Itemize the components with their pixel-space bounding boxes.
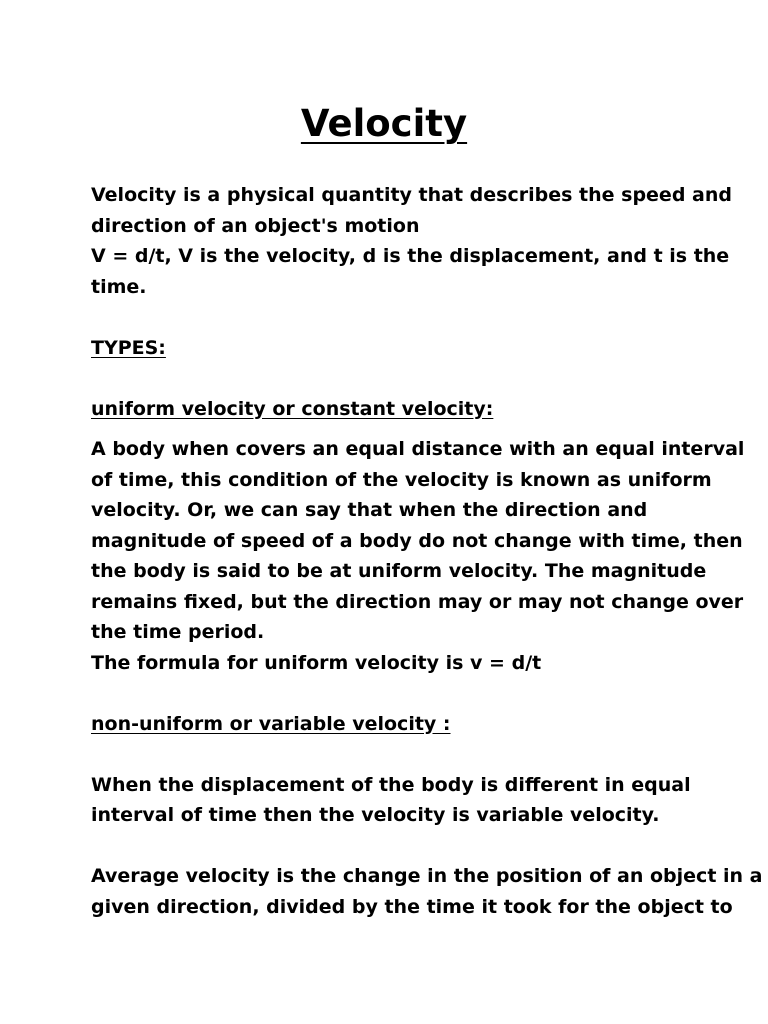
intro-line: Velocity is a physical quantity that describes the speed and	[91, 184, 732, 206]
average-velocity-line: given direction, divided by the time it took for the object to	[91, 895, 733, 918]
types-heading: TYPES:	[91, 336, 166, 359]
spacer	[91, 302, 691, 333]
average-velocity-line: Average velocity is the change in the position of an object in a	[91, 865, 763, 887]
uniform-line: magnitude of speed of a body do not change with time, then	[91, 529, 743, 552]
spacer	[91, 831, 691, 862]
uniform-line: of time, this condition of the velocity is known as uniform	[91, 468, 712, 491]
uniform-line: the time period.	[91, 621, 265, 643]
spacer	[91, 678, 691, 709]
document-body	[91, 180, 763, 922]
uniform-line: the body is said to be at uniform velocity. The magnitude	[91, 560, 707, 582]
intro-line: direction of an object's motion	[91, 214, 420, 237]
page-title: Velocity	[300, 102, 468, 145]
uniform-line: remains fixed, but the direction may or may not change over	[91, 590, 744, 613]
intro-line: V = d/t, V is the velocity, d is the displacement, and t is the	[91, 245, 730, 267]
non-uniform-velocity-heading: non-uniform or variable velocity :	[91, 712, 451, 735]
non-uniform-line: When the displacement of the body is different in equal	[91, 773, 691, 796]
spacer	[91, 739, 691, 770]
uniform-velocity-heading: uniform velocity or constant velocity:	[91, 397, 494, 420]
uniform-line: A body when covers an equal distance with an equal interval	[91, 438, 745, 460]
uniform-line: velocity. Or, we can say that when the direction and	[91, 499, 648, 521]
spacer	[91, 424, 691, 434]
intro-line: time.	[91, 275, 147, 298]
non-uniform-line: interval of time then the velocity is variable velocity.	[91, 804, 660, 826]
uniform-formula-line: The formula for uniform velocity is v = d/t	[91, 651, 542, 674]
spacer	[91, 363, 691, 394]
